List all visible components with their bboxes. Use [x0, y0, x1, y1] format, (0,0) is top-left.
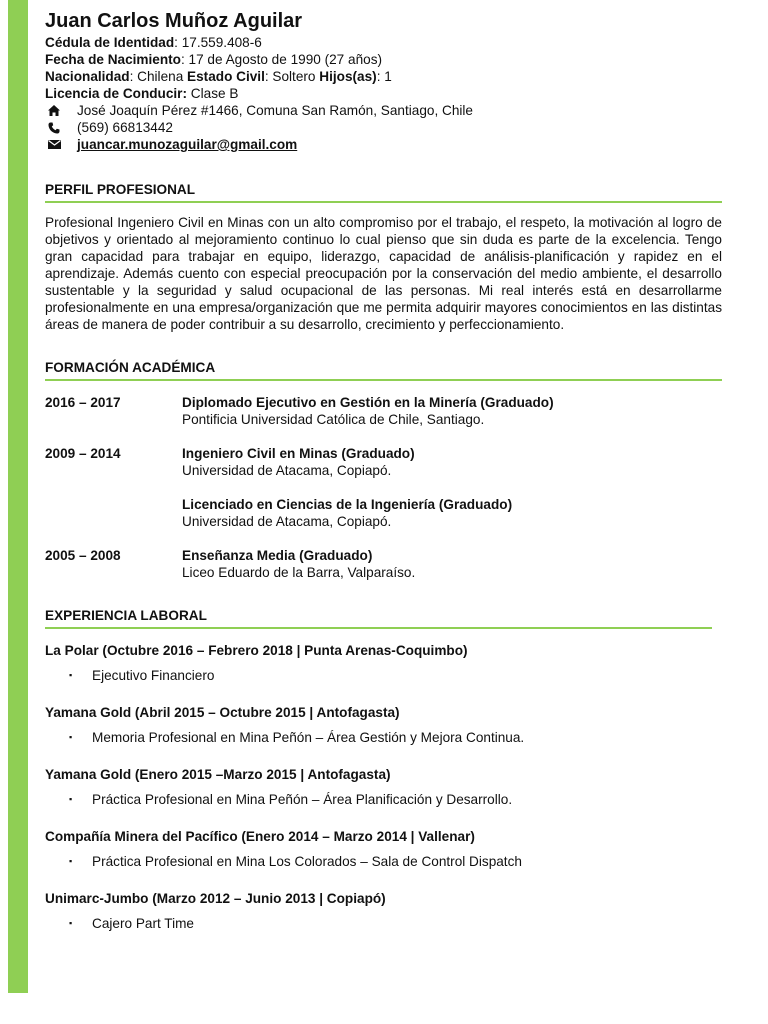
education-school: Universidad de Atacama, Copiapó. [182, 463, 392, 478]
education-item [45, 496, 722, 530]
job-company: Unimarc-Jumbo (Marzo 2012 – Junio 2013 | Copiapó) [45, 891, 386, 906]
job-company: Yamana Gold (Enero 2015 –Marzo 2015 | Antofagasta) [45, 767, 391, 782]
job-company: Compañía Minera del Pacífico (Enero 2014 – Marzo 2014 | Vallenar) [45, 829, 475, 844]
education-school: Liceo Eduardo de la Barra, Valparaíso. [182, 565, 416, 580]
job-role: Práctica Profesional en Mina Peñón – Área Planificación y Desarrollo. [92, 792, 513, 807]
education-year: 2005 – 2008 [45, 548, 121, 563]
bullet-marker: ▪ [69, 732, 73, 742]
email-line [45, 136, 722, 153]
phone-line [45, 119, 722, 136]
education-year [45, 496, 182, 530]
civil-label: Estado Civil [187, 69, 265, 84]
job-entry [45, 642, 722, 684]
phone-text: (569) 66813442 [77, 120, 173, 135]
nationality-value: : Chilena [129, 69, 188, 84]
civil-value: : Soltero [264, 69, 320, 84]
job-entry [45, 766, 722, 808]
profile-paragraph: Profesional Ingeniero Civil en Minas con un alto compromiso por el trabajo, el respeto, la motivación al logro de objetivos y orientado al mejoramiento continuo lo cual pienso que sin duda es parte de la excelencia. Tengo gran capacidad para trabajar en equipo, liderazgo, capacidad de análisis-planificación y rapidez en el aprendizaje. Además cuento con especial preocupación por la conservación del medio ambiente, el desarrollo sustentable y la seguridad y salud ocupacional de las personas. Mi real interés está en desarrollarme profesionalmente en una empresa/organización que me permita adquirir mayores conocimientos en las distintas áreas de manera de poder contribuir a su desarrollo, crecimiento y perfeccionamiento. [45, 215, 722, 332]
home-icon [45, 105, 77, 116]
education-degree: Enseñanza Media (Graduado) [182, 548, 373, 563]
resume-page [45, 9, 722, 932]
job-role: Cajero Part Time [92, 916, 194, 931]
phone-icon [45, 122, 77, 134]
license-value: Clase B [187, 86, 239, 101]
job-role: Memoria Profesional en Mina Peñón – Área Gestión y Mejora Continua. [92, 730, 525, 745]
nationality-line [45, 68, 722, 85]
bullet-marker: ▪ [69, 918, 73, 928]
birth-value: : 17 de Agosto de 1990 (27 años) [180, 52, 383, 67]
birth-line [45, 51, 722, 68]
job-entry [45, 704, 722, 746]
education-school: Pontificia Universidad Católica de Chile, Santiago. [182, 412, 485, 427]
education-year: 2009 – 2014 [45, 446, 121, 461]
birth-label: Fecha de Nacimiento [45, 52, 181, 67]
address-line [45, 102, 722, 119]
profile-section-title: PERFIL PROFESIONAL [45, 181, 722, 203]
education-year: 2016 – 2017 [45, 395, 121, 410]
education-degree: Diplomado Ejecutivo en Gestión en la Minería (Graduado) [182, 395, 554, 410]
license-line [45, 85, 722, 102]
id-value: : 17.559.408-6 [174, 35, 262, 50]
id-label: Cédula de Identidad [45, 35, 175, 50]
education-item [45, 445, 722, 479]
education-school: Universidad de Atacama, Copiapó. [182, 514, 392, 529]
education-section-title: FORMACIÓN ACADÉMICA [45, 359, 722, 381]
bullet-marker: ▪ [69, 794, 73, 804]
email-link[interactable]: juancar.munozaguilar@gmail.com [77, 137, 298, 152]
envelope-icon [45, 140, 77, 149]
job-role: Práctica Profesional en Mina Los Colorados – Sala de Control Dispatch [92, 854, 522, 869]
license-label: Licencia de Conducir: [45, 86, 188, 101]
job-entry [45, 890, 722, 932]
job-entry [45, 828, 722, 870]
job-company: La Polar (Octubre 2016 – Febrero 2018 | Punta Arenas-Coquimbo) [45, 643, 468, 658]
bullet-marker: ▪ [69, 670, 73, 680]
children-value: : 1 [376, 69, 392, 84]
address-text: José Joaquín Pérez #1466, Comuna San Ramón, Santiago, Chile [77, 103, 473, 118]
education-degree: Licenciado en Ciencias de la Ingeniería (Graduado) [182, 497, 513, 512]
experience-section-title: EXPERIENCIA LABORAL [45, 607, 712, 629]
job-company: Yamana Gold (Abril 2015 – Octubre 2015 | Antofagasta) [45, 705, 400, 720]
bullet-marker: ▪ [69, 856, 73, 866]
education-degree: Ingeniero Civil en Minas (Graduado) [182, 446, 415, 461]
candidate-name: Juan Carlos Muñoz Aguilar [45, 10, 303, 32]
green-side-bar [8, 0, 28, 993]
nationality-label: Nacionalidad [45, 69, 130, 84]
children-label: Hijos(as) [319, 69, 377, 84]
job-role: Ejecutivo Financiero [92, 668, 215, 683]
education-item [45, 547, 722, 581]
id-line [45, 34, 722, 51]
education-item [45, 394, 722, 428]
